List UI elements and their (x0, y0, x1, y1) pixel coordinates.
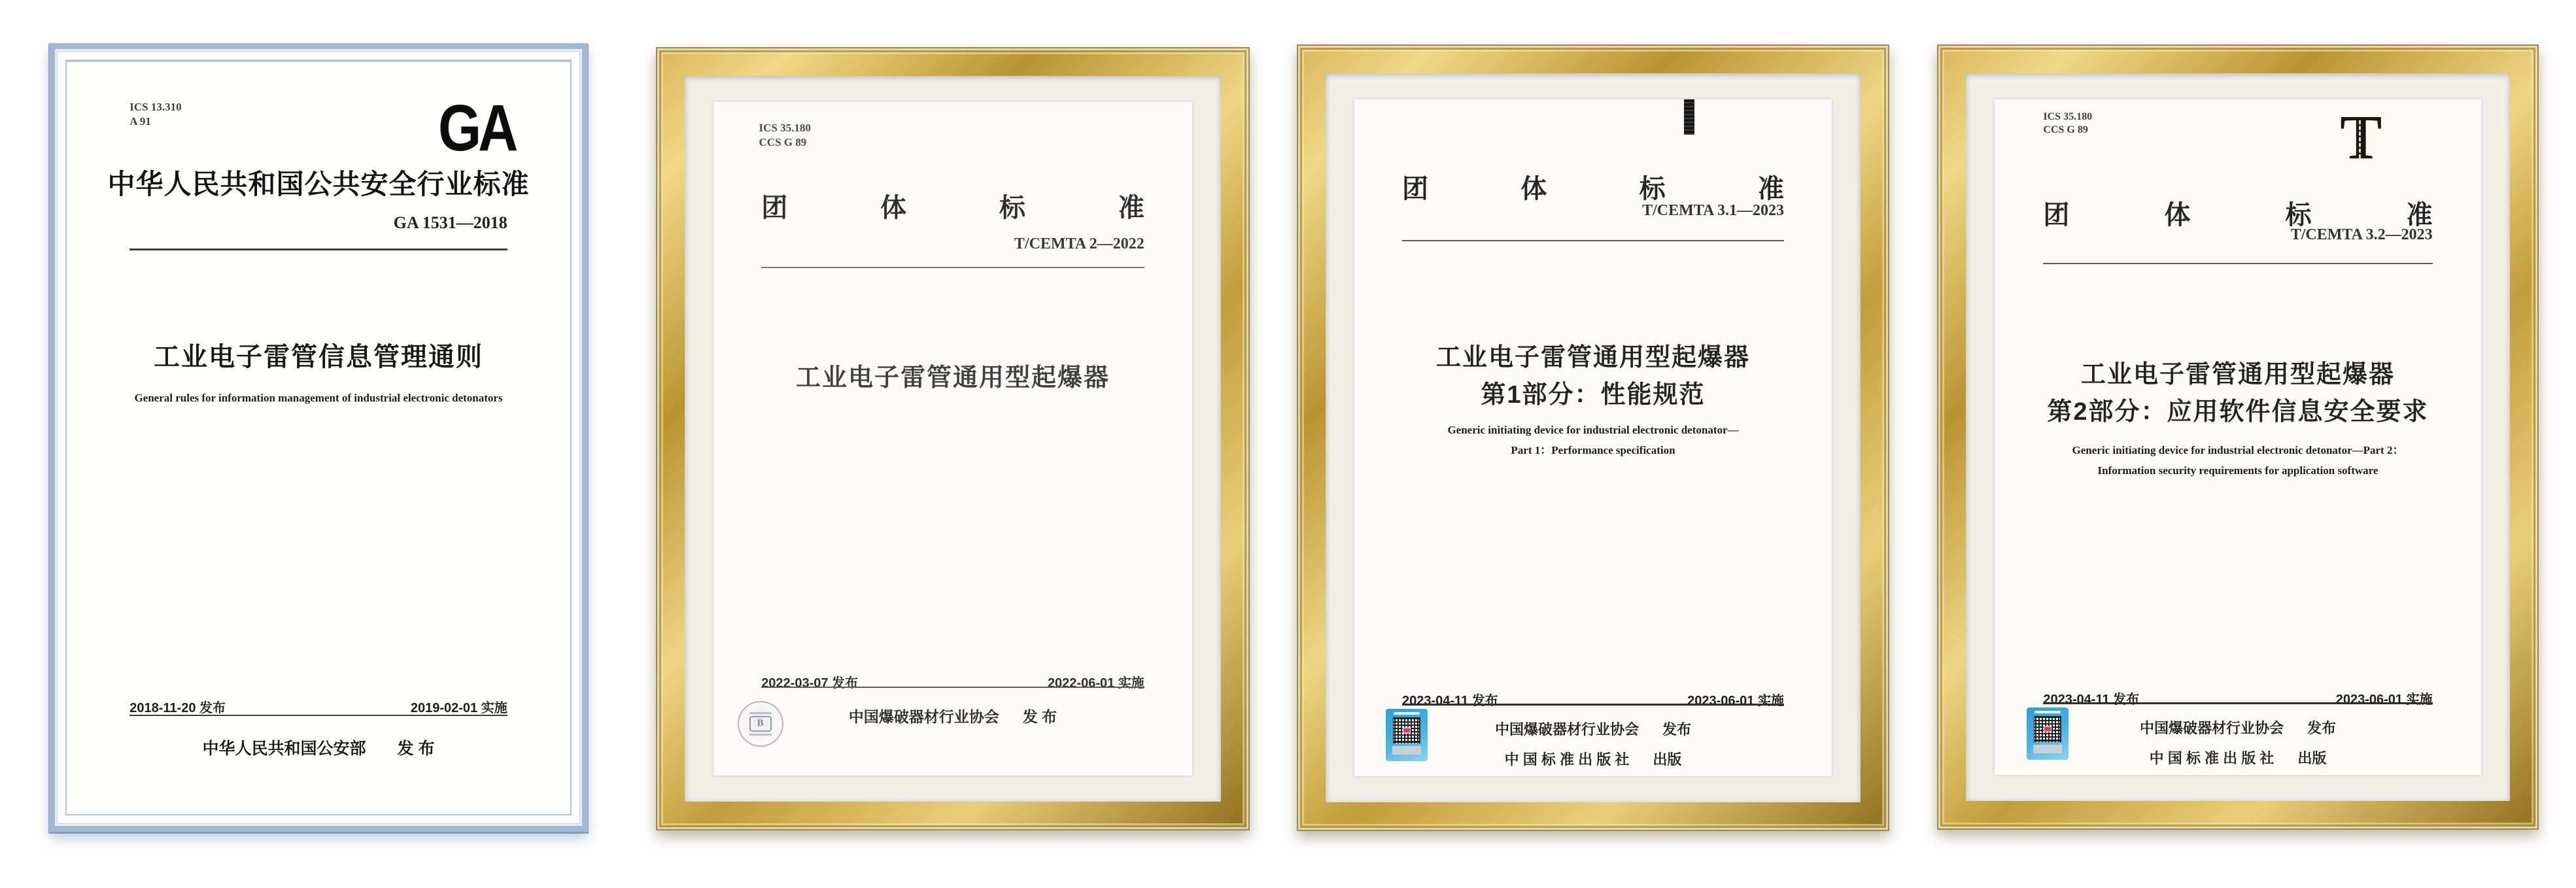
publisher-suffix: 发 布 (1022, 708, 1057, 725)
english-title-line: Information security requirements for application software (2097, 464, 2379, 477)
header-divider (761, 267, 1144, 268)
header-divider (129, 248, 507, 250)
framed-standard-tcemta-3-2-2023 (1937, 44, 2539, 830)
standard-name-char: 团 (1402, 173, 1428, 203)
standard-name-char: 体 (1520, 173, 1547, 203)
gold-frame (656, 47, 1250, 830)
implement-date: 2019-02-01 实施 (410, 701, 507, 716)
standard-cover-page (1354, 99, 1832, 776)
issue-date: 2018-11-20 发布 (129, 701, 226, 716)
qr-red-stamp (1403, 727, 1411, 733)
standard-cover-page (1995, 99, 2481, 775)
standard-name (1995, 194, 2481, 231)
implement-date: 2023-06-01 实施 (2335, 692, 2433, 707)
standard-name-char: 准 (1118, 192, 1144, 222)
qr-sticker-header (1394, 712, 1420, 715)
english-title-line: Generic initiating device for industrial electronic detonator— (1447, 423, 1739, 436)
publisher-name: 中华人民共和国公安部 (202, 740, 366, 759)
dates-row (67, 697, 570, 716)
ics-code (2043, 111, 2481, 138)
publisher-row (67, 736, 570, 762)
footer-divider (1402, 704, 1784, 706)
t-mark-logo-cropped-icon (1684, 99, 1694, 135)
standard-title (1995, 356, 2481, 431)
frame-mat (685, 76, 1221, 802)
blue-metal-frame (49, 43, 588, 832)
publisher-name: 中国爆破器材行业协会 (848, 708, 999, 725)
header-divider (2043, 263, 2432, 264)
association-seal-icon (738, 701, 783, 747)
english-title (1354, 420, 1832, 461)
qr-label-strip (2033, 745, 2062, 753)
standard-title (1354, 339, 1832, 414)
ics-line: ICS 13.310 (129, 100, 182, 113)
ics-line: ICS 35.180 (2043, 111, 2093, 122)
publisher-name: 中国爆破器材行业协会 (1494, 721, 1639, 738)
standard-title-line: 第1部分：性能规范 (1481, 381, 1706, 409)
t-mark-logo-icon (2340, 101, 2382, 172)
english-title-line: Generic initiating device for industrial electronic detonator—Part 2： (2072, 443, 2404, 456)
ccs-line: CCS G 89 (759, 135, 807, 148)
seal-arc-text (749, 712, 772, 714)
standard-name: 中华人民共和国公共安全行业标准 (107, 168, 530, 199)
publisher-suffix: 发 布 (397, 740, 435, 759)
standard-name-char: 体 (2164, 199, 2191, 230)
framed-standard-ga-1531-2018 (49, 43, 588, 832)
standard-name (1354, 168, 1832, 205)
publisher-suffix: 出版 (1653, 751, 1682, 768)
seal-arc-text (749, 734, 772, 736)
standard-number: T/CEMTA 2—2022 (1014, 235, 1144, 252)
publisher-name: 中 国 标 准 出 版 社 (1504, 751, 1630, 768)
framed-standard-tcemta-3-1-2023 (1297, 44, 1889, 831)
framed-standard-tcemta-2-2022 (656, 47, 1250, 830)
standard-number: T/CEMTA 3.1—2023 (1642, 202, 1784, 220)
standard-number: T/CEMTA 3.2—2023 (2290, 226, 2433, 244)
standard-title-line: 工业电子雷管通用型起爆器 (2080, 360, 2395, 388)
english-title-line: Part 1：Performance specification (1511, 443, 1675, 456)
issue-date: 2023-04-11 发布 (1402, 693, 1498, 708)
qr-red-stamp (2044, 726, 2052, 732)
ics-line: ICS 35.180 (759, 121, 811, 134)
header-divider (1402, 240, 1784, 241)
standard-title: 工业电子雷管通用型起爆器 (795, 364, 1110, 392)
qr-code-sticker (2027, 708, 2069, 760)
standard-name (713, 187, 1192, 224)
dates-row (713, 672, 1192, 691)
gold-frame (1937, 44, 2539, 830)
publisher-suffix: 发布 (1662, 721, 1692, 738)
seal-emblem: B (749, 716, 772, 732)
standard-name-char: 准 (2406, 199, 2433, 230)
standard-cover-page (65, 60, 572, 815)
implement-date: 2023-06-01 实施 (1687, 693, 1784, 708)
english-title (1995, 440, 2481, 481)
issue-date: 2023-04-11 发布 (2043, 692, 2140, 707)
standard-name-char: 标 (2285, 199, 2312, 230)
qr-code-icon (1393, 717, 1420, 743)
publisher-name: 中国爆破器材行业协会 (2139, 720, 2284, 737)
footer-divider (2043, 702, 2432, 704)
standard-title: 工业电子雷管信息管理通则 (154, 342, 483, 371)
publisher-row (713, 705, 1192, 730)
standard-title-line: 工业电子雷管通用型起爆器 (1435, 344, 1750, 372)
publisher-name: 中 国 标 准 出 版 社 (2149, 750, 2275, 767)
ga-logo: GA (438, 91, 515, 165)
frame-mat (1326, 73, 1861, 802)
standard-title-line: 第2部分：应用软件信息安全要求 (2047, 398, 2429, 426)
standard-name-char: 团 (2043, 199, 2070, 230)
footer-divider (761, 687, 1144, 688)
classification-line: A 91 (129, 114, 151, 128)
publisher-suffix: 发布 (2307, 720, 2337, 737)
ccs-line: CCS G 89 (2043, 124, 2088, 136)
gold-frame (1297, 44, 1889, 831)
qr-code-icon (2034, 716, 2061, 742)
implement-date: 2022-06-01 实施 (1047, 676, 1144, 691)
standard-name-char: 准 (1757, 173, 1784, 203)
publisher-suffix: 出版 (2297, 750, 2327, 767)
standard-name-char: 标 (1639, 173, 1666, 203)
footer-divider (129, 715, 507, 716)
english-title: General rules for information management of industrial electronic detonators (134, 391, 503, 404)
t-mark-hatch (2359, 120, 2361, 158)
ics-code (759, 121, 1192, 150)
standard-name-char: 团 (761, 192, 788, 222)
qr-sticker-header (2035, 711, 2061, 713)
frame-mat (1966, 73, 2510, 801)
standard-cover-page (713, 102, 1192, 776)
standard-name-char: 体 (880, 192, 907, 222)
qr-label-strip (1392, 746, 1421, 755)
standard-number: GA 1531—2018 (393, 213, 507, 232)
t-mark-letter: T (2340, 101, 2382, 172)
standard-name-char: 标 (999, 192, 1025, 222)
issue-date: 2022-03-07 发布 (761, 676, 859, 691)
qr-code-sticker (1386, 709, 1428, 761)
